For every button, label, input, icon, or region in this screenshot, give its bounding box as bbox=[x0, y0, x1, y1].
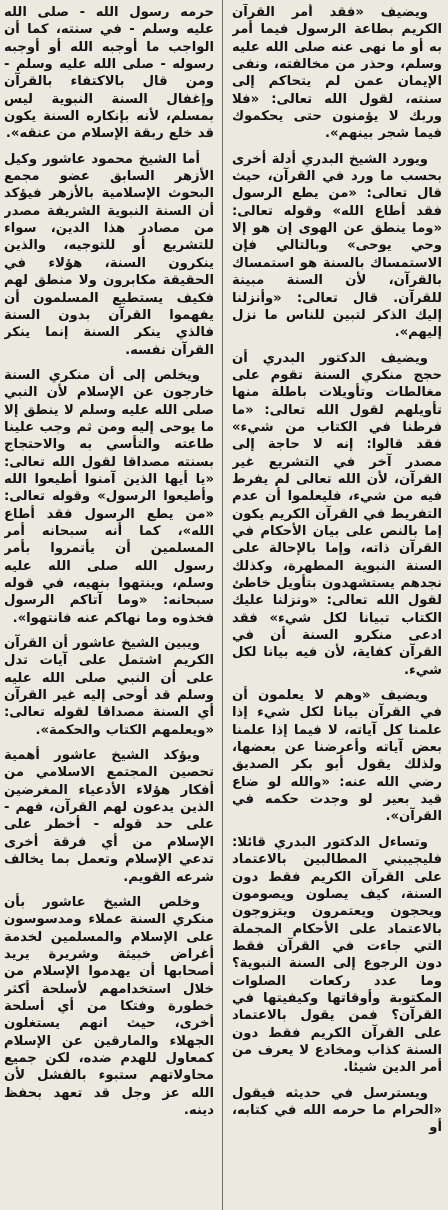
paragraph: أما الشيخ محمود عاشور وكيل الأزهر السابق عضو مجمع البحوث الإسلامية بالأزهر فيؤكد أن السنة النبوية الشريفة مصدر من مصادر هذا الدين، سواء للتشريع أو للتوجيه، والذين ينكرون السنة، هؤلاء في الحقيقة مكابرون ولا منطق لهم فكيف يستطيع المسلمون أن يفهموا القرآن بدون السنة فالذي ينكر السنة إنما ينكر القرآن نفسه. bbox=[4, 151, 214, 358]
column-divider bbox=[222, 0, 223, 1210]
paragraph: ويسترسل في حديثه فيقول «الحرام ما حرمه الله في كتابه، أو bbox=[232, 1085, 442, 1136]
paragraph: ويورد الشيخ البدري أدلة أخرى بحسب ما ورد في القرآن، حيث قال تعالى: «من يطع الرسول فقد أطاع الله» وقوله تعالى: «وما ينطق عن الهوى إن هو إلا وحي يوحى» وبالتالي فإن الاستمساك بالسنة هو استمساك بالقرآن، لأن السنة مبينة للقرآن. قال تعالى: «وأنزلنا إليك الذكر لتبين للناس ما نزل إليهم». bbox=[232, 151, 442, 341]
article-column-left bbox=[4, 4, 214, 1208]
paragraph: ويضيف «فقد أمر القرآن الكريم بطاعة الرسول فيما أمر به أو ما نهى عنه صلى الله عليه وسلم، وحذر من مخالفته، ونفى الإيمان عمن لم يتحاكم إلى سنته، لقول الله تعالى: «فلا وربك لا يؤمنون حتى يحكموك فيما شجر بينهم». bbox=[232, 5, 442, 142]
paragraph: وتساءل الدكتور البدري قائلا: فليجيبني المطالبين بالاعتماد على القرآن الكريم فقط دون السنة، كيف يصلون ويصومون ويحجون ويعتمرون ويتزوجون بالاعتماد على الأحكام المجملة التي جاءت في القرآن فقط دون الرجوع إلى السنة النبوية؟ وما عدد ركعات الصلوات المكتوبة وأوقاتها وكيفيتها في القرآن؟ فمن يقول بالاعتماد على القرآن الكريم فقط دون السنة كذاب ومخادع لا يعرف من أمر الدين شيئا. bbox=[232, 834, 442, 1076]
paragraph: ويؤكد الشيخ عاشور أهمية تحصين المجتمع الاسلامي من أفكار هؤلاء الأدعياء المغرضين الذين يدعون لهم القرآن، فهم - على حد قوله - أخطر على الإسلام من أي فرقة أخرى تدعي الإسلام وتعمل بما يخالف شرعه القويم. bbox=[4, 748, 214, 885]
paragraph: ويضيف الدكتور البدري أن حجج منكري السنة تقوم على مغالطات وتأويلات باطلة منها تأويلهم لقول الله تعالى: «ما فرطنا في الكتاب من شيء» فقد قالوا: إنه لا حاجة إلى مصدر آخر في التشريع غير القرآن، لأن الله تعالى لم يفرط فيه من شيء، فليعلموا أن عدم التفريط في القرآن الكريم يكون إما بالنص على بيان الأحكام في القرآن ذاته، وإما بالإحالة على السنة النبوية المطهرة، وكذلك نجدهم يستشهدون بتأويل خاطئ لقول الله تعالى: «ونزلنا عليك الكتاب تبيانا لكل شيء» فقد ادعى منكرو السنة أن في القرآن كفاية، لأن فيه بيانا لكل شيء. bbox=[232, 350, 442, 678]
paragraph: ويخلص إلى أن منكري السنة خارجون عن الإسلام لأن النبي صلى الله عليه وسلم لا ينطق إلا ما يوحى إليه ومن ثم وجب علينا طاعته والتأسي به والاحتجاج بسنته مصداقا لقول الله تعالى: «يا أيها الذين آمنوا أطيعوا الله وأطيعوا الرسول» وقوله تعالى: «من يطع الرسول فقد أطاع الله»، كما أنه سبحانه أمر المسلمين أن يأتمروا بأمر رسول الله صلى الله عليه وسلم، وينتهوا بنهيه، في قوله سبحانه: «وما آتاكم الرسول فخذوه وما نهاكم عنه فانتهوا». bbox=[4, 367, 214, 626]
paragraph: وخلص الشيخ عاشور بأن منكري السنة عملاء ومدسوسون على الإسلام والمسلمين لخدمة أغراض خبيثة وشريرة يريد أصحابها أن يهدموا الإسلام من خلال استخدامهم لأسلحة أكثر خطورة وفتكا من أي أسلحة أخرى، حيث انهم يستغلون الجهلاء والمارقين عن الإسلام كمعاول للهدم ضده، لكن جميع محاولاتهم ستبوء بالفشل لأن الله عز وجل قد تعهد بحفظ دينه. bbox=[4, 894, 214, 1118]
paragraph: ويبين الشيخ عاشور أن القرآن الكريم اشتمل على آيات تدل على أن النبي صلى الله عليه وسلم قد أوحى إليه غير القرآن أي السنة مصداقا لقوله تعالى: «ويعلمهم الكتاب والحكمة». bbox=[4, 636, 214, 738]
paragraph: حرمه رسول الله - صلى الله عليه وسلم - في سنته، كما أن الواجب ما أوجبه الله أو أوجبه رسوله - صلى الله عليه وسلم - ومن قال بالاكتفاء بالقرآن وإغفال السنة النبوية ليس بمسلم، لأنه بإنكاره السنة يكون قد خلع ربقة الإسلام من عنقه». bbox=[4, 5, 214, 142]
paragraph: ويضيف «وهم لا يعلمون أن في القرآن بيانا لكل شيء إذا علمنا كل آياته، لا فيما إذا علمنا بعض آياته وأعرضنا عن بعضها، ولذلك يقول أبو بكر الصديق رضي الله عنه: «والله لو ضاع قيد بعير لو وجدت حكمه في القرآن». bbox=[232, 688, 442, 825]
article-column-right bbox=[232, 4, 442, 1208]
